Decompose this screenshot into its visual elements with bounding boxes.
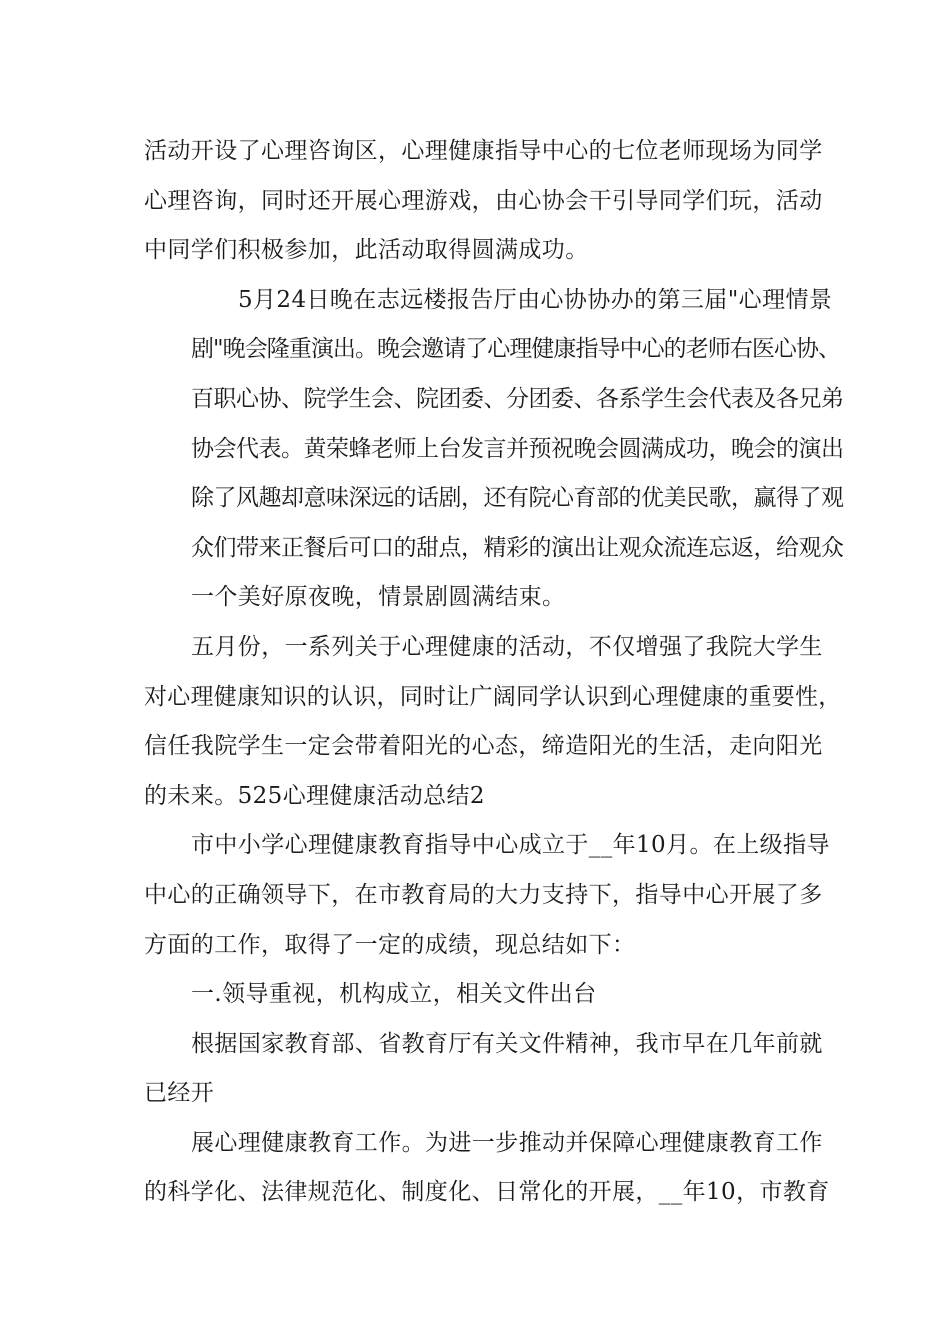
document-body xyxy=(144,127,844,1218)
section-heading xyxy=(144,970,844,1020)
text-line: 中心的正确领导下，在市教育局的大力支持下，指导中心开展了多 xyxy=(144,881,823,908)
text-line: 中同学们积极参加，此活动取得圆满成功。 xyxy=(144,237,589,264)
text-line: 的科学化、法律规范化、制度化、日常化的开展，__年10，市教育 xyxy=(144,1179,830,1206)
text-line: 5月24日晚在志远楼报告厅由心协协办的第三届"心理情景 xyxy=(238,286,833,313)
text-line: 一.领导重视，机构成立，相关文件出台 xyxy=(191,981,597,1008)
paragraph-6 xyxy=(144,1119,844,1218)
text-line: 剧"晚会隆重演出。晚会邀请了心理健康指导中心的老师右医心协、 xyxy=(191,336,841,363)
text-line: 展心理健康教育工作。为进一步推动并保障心理健康教育工作 xyxy=(191,1129,823,1156)
text-line: 心理咨询，同时还开展心理游戏，由心协会干引导同学们玩，活动 xyxy=(144,187,823,214)
text-line: 对心理健康知识的认识，同时让广阔同学认识到心理健康的重要性， xyxy=(144,683,842,710)
text-line: 市中小学心理健康教育指导中心成立于__年10月。在上级指导 xyxy=(191,832,830,859)
paragraph-3 xyxy=(144,623,844,821)
text-line: 方面的工作，取得了一定的成绩，现总结如下： xyxy=(144,931,636,958)
text-line: 的未来。525心理健康活动总结2 xyxy=(144,782,485,809)
paragraph-1 xyxy=(144,127,844,276)
text-line: 已经开 xyxy=(144,1080,215,1107)
text-line: 除了风趣却意味深远的话剧，还有院心育部的优美民歌，赢得了观 xyxy=(191,485,844,512)
text-line: 一个美好原夜晚，情景剧圆满结束。 xyxy=(191,584,566,611)
paragraph-2 xyxy=(144,276,844,623)
paragraph-5 xyxy=(144,1020,844,1119)
text-line: 信任我院学生一定会带着阳光的心态，缔造阳光的生活，走向阳光 xyxy=(144,733,823,760)
paragraph-4 xyxy=(144,821,844,970)
text-line: 百职心协、院学生会、院团委、分团委、各系学生会代表及各兄弟 xyxy=(191,385,844,412)
text-line: 众们带来正餐后可口的甜点，精彩的演出让观众流连忘返，给观众 xyxy=(191,534,844,561)
text-line: 协会代表。黄荣蜂老师上台发言并预祝晚会圆满成功，晚会的演出 xyxy=(191,435,844,462)
text-line: 五月份，一系列关于心理健康的活动，不仅增强了我院大学生 xyxy=(191,633,823,660)
text-line: 活动开设了心理咨询区，心理健康指导中心的七位老师现场为同学 xyxy=(144,138,823,164)
text-line: 根据国家教育部、省教育厅有关文件精神，我市早在几年前就 xyxy=(191,1030,823,1057)
